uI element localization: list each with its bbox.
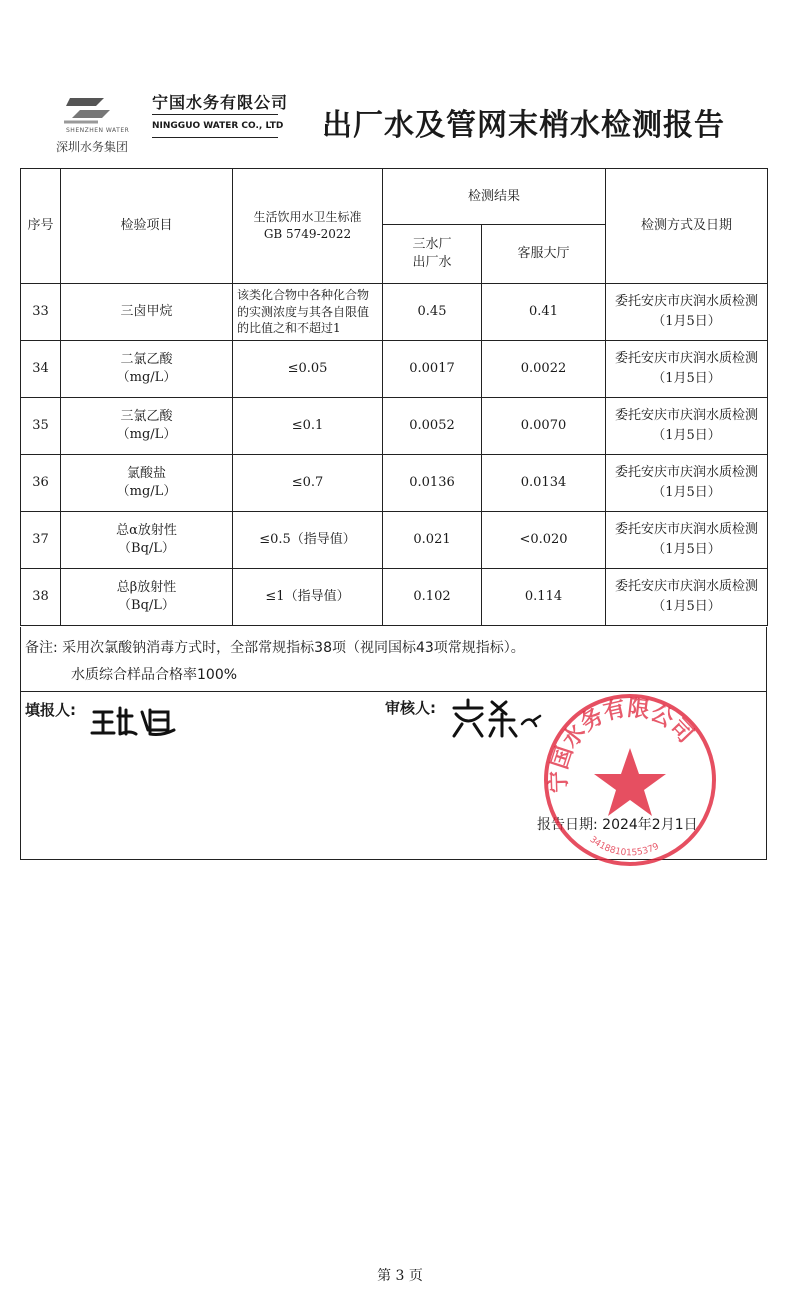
item-unit: （mg/L） [116,427,177,442]
cell-plant: 0.0017 [383,341,482,398]
cell-hall: <0.020 [482,512,606,569]
cell-hall: 0.0134 [482,455,606,512]
company-name-cn: 宁国水务有限公司 [152,93,289,112]
method-text: 委托安庆市庆润水质检测 [615,293,759,309]
method-text: 委托安庆市庆润水质检测 [615,350,759,366]
cell-plant: 0.0052 [383,398,482,455]
cell-item [61,398,233,455]
page-number: 第 3 页 [377,1268,423,1284]
cell-method [606,512,768,569]
header-results: 检测结果 [383,169,606,225]
cell-seq: 38 [21,569,61,626]
cell-plant: 0.021 [383,512,482,569]
test-results-table [20,168,768,626]
header-method: 检测方式及日期 [606,169,768,284]
cell-plant: 0.45 [383,284,482,341]
company-logo [60,88,116,132]
cell-item [61,512,233,569]
item-name: 三氯乙酸 [120,409,173,425]
method-date: （1月5日） [652,314,721,329]
cell-hall: 0.0070 [482,398,606,455]
company-seal [540,690,720,870]
cell-seq: 36 [21,455,61,512]
company-name-en: NINGGUO WATER CO., LTD [152,121,284,131]
filler-label: 填报人: [25,701,76,719]
seal-number: 3418810155379 [587,834,661,859]
method-text: 委托安庆市庆润水质检测 [615,521,759,537]
cell-item [61,569,233,626]
cell-standard: ≤0.5（指导值） [233,512,383,569]
header-hall: 客服大厅 [482,225,606,284]
notes-text: 备注: 采用次氯酸钠消毒方式时，全部常规指标38项（视同国标43项常规指标）。 [25,640,525,656]
cell-plant: 0.0136 [383,455,482,512]
cell-item [61,455,233,512]
cell-standard: ≤0.7 [233,455,383,512]
cell-hall: 0.114 [482,569,606,626]
cell-seq: 37 [21,512,61,569]
cell-item [61,341,233,398]
header-item: 检验项目 [61,169,233,284]
table-row [21,455,768,512]
method-text: 委托安庆市庆润水质检测 [615,407,759,423]
item-name: 总β放射性 [116,580,177,596]
header-standard [233,169,383,284]
table-row [21,569,768,626]
item-unit: （mg/L） [116,484,177,499]
reviewer-signature [448,694,548,740]
group-name: 深圳水务集团 [56,140,129,154]
item-unit: （Bq/L） [118,598,175,613]
filler-signature [90,700,180,740]
group-logo-text: SHENZHEN WATER [66,127,130,134]
cell-item [61,284,233,341]
header-seq: 序号 [21,169,61,284]
reviewer-label: 审核人: [385,699,436,717]
report-title: 出厂水及管网末梢水检测报告 [322,108,725,143]
item-name: 二氯乙酸 [120,352,173,368]
cell-method [606,455,768,512]
item-unit: （Bq/L） [118,541,175,556]
svg-text:3418810155379 [587,835,660,859]
table-row [21,284,768,341]
item-name: 总α放射性 [116,523,177,539]
header-plant-line2: 出厂水 [412,255,452,270]
divider [152,114,278,115]
table-row [21,512,768,569]
method-date: （1月5日） [652,485,721,500]
method-text: 委托安庆市庆润水质检测 [615,464,759,480]
cell-method [606,341,768,398]
table-row [21,341,768,398]
report-date: 报告日期: 2024年2月1日 [537,817,698,833]
header-standard-line2: GB 5749-2022 [263,227,352,241]
cell-standard: 该类化合物中各种化合物的实测浓度与其各自限值的比值之和不超过1 [233,284,383,341]
cell-seq: 33 [21,284,61,341]
cell-method [606,398,768,455]
header-plant [383,225,482,284]
method-date: （1月5日） [652,371,721,386]
cell-standard: ≤0.05 [233,341,383,398]
item-name: 氯酸盐 [126,466,166,482]
cell-method [606,284,768,341]
table-row [21,398,768,455]
item-unit: （mg/L） [116,370,177,385]
notes-pass-rate: 水质综合样品合格率100% [71,667,238,683]
method-text: 委托安庆市庆润水质检测 [615,578,759,594]
cell-hall: 0.0022 [482,341,606,398]
cell-seq: 34 [21,341,61,398]
cell-standard: ≤0.1 [233,398,383,455]
seal-text: 宁国水务有限公司 [546,696,698,794]
method-date: （1月5日） [652,428,721,443]
item-name: 三卤甲烷 [120,304,173,320]
divider [152,137,278,138]
cell-seq: 35 [21,398,61,455]
method-date: （1月5日） [652,599,721,614]
header-standard-line1: 生活饮用水卫生标准 [253,210,362,225]
cell-standard: ≤1（指导值） [233,569,383,626]
cell-hall: 0.41 [482,284,606,341]
cell-method [606,569,768,626]
header-plant-line1: 三水厂 [412,237,452,253]
method-date: （1月5日） [652,542,721,557]
cell-plant: 0.102 [383,569,482,626]
